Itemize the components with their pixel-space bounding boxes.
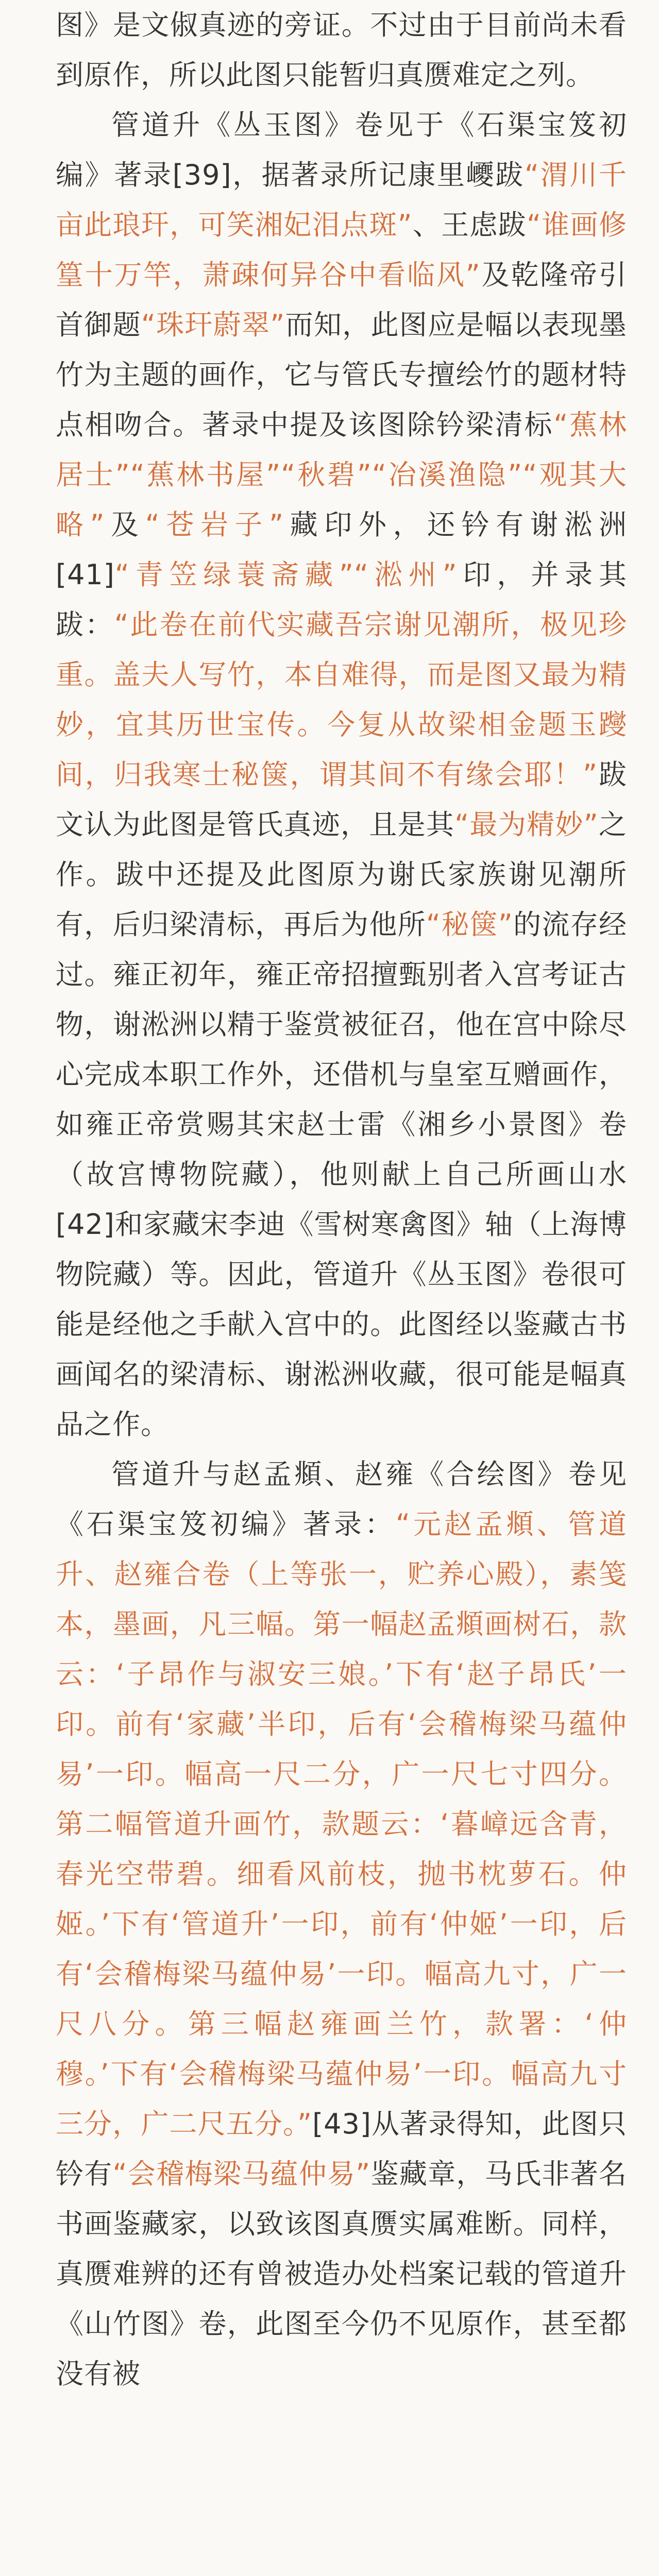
highlighted-quote: “蕉林居士”“蕉林书屋”“秋碧”“冶溪渔隐”“观其大略” <box>56 409 628 541</box>
text-run: 图》是文俶真迹的旁证。不过由于目前尚未看到原作，所以此图只能暂归真赝难定之列。 <box>56 9 627 91</box>
highlighted-quote: “谁画修篁十万竿，萧疎何异谷中看临风” <box>56 209 627 291</box>
highlighted-quote: “苍岩子” <box>145 509 284 541</box>
text-run: 跋文认为此图是管氏真迹，且是其 <box>56 758 627 841</box>
text-run: 及乾隆帝引首御题 <box>56 259 627 341</box>
text-run: 之作。跋中还提及此图原为谢氏家族谢见潮所有，后归梁清标，再后为他所 <box>56 808 628 941</box>
highlighted-quote: “元赵孟頫、管道升、赵雍合卷（上等张一，贮养心殿），素笺本，墨画，凡三幅。第一幅赵孟頫画树石，款云：‘子昂作与淑安三娘。’下有‘赵子昂氏’一印。前有‘家藏’半印，后有‘会稽梅梁马蕴仲易’一印。幅高一尺二分，广一尺七寸四分。第二幅管道升画竹，款题云：‘暮嶂远含青，春光空带碧。细看风前枝，抛书枕萝石。仲姬。’下有‘管道升’一印，前有‘仲姬’一印，后有‘会稽梅梁马蕴仲易’一印。幅高九寸，广一尺八分。第三幅赵雍画兰竹，款署：‘仲穆。’下有‘会稽梅梁马蕴仲易’一印。幅高九寸三分，广二尺五分。” <box>56 1508 627 2140</box>
paragraph-1 <box>56 0 627 100</box>
text-run: 藏印外，还钤有谢淞洲[41] <box>56 509 628 591</box>
text-run: 管道升《丛玉图》卷见于《石渠宝笈初编》著录[39]，据著录所记康里巎跋 <box>56 109 627 191</box>
text-run: 、王虑跋 <box>412 209 527 241</box>
highlighted-quote: “渭川千亩此琅玕，可笑湘妃泪点斑” <box>56 159 627 241</box>
text-run: 而知，此图应是幅以表现墨竹为主题的画作，它与管氏专擅绘竹的题材特点相吻合。著录中提及该图除钤梁清标 <box>56 309 628 441</box>
highlighted-quote: “青笠绿蓑斋藏”“淞州” <box>114 558 458 591</box>
text-run: 印，并录其跋： <box>56 558 628 641</box>
text-run: 管道升与赵孟頫、赵雍《合绘图》卷见《石渠宝笈初编》著录： <box>56 1458 627 1540</box>
highlighted-quote: “最为精妙” <box>454 808 599 841</box>
paragraph-3 <box>56 1449 627 2399</box>
text-run: 及 <box>105 509 145 541</box>
text-run: [43]从著录得知，此图只钤有 <box>56 2108 627 2190</box>
highlighted-quote: “秘箧” <box>426 908 513 941</box>
highlighted-quote: “珠玕蔚翠” <box>141 309 285 341</box>
text-run: 鉴藏章，马氏非著名书画鉴藏家，以致该图真赝实属难断。同样，真赝难辨的还有曾被造办处档案记载的管道升《山竹图》卷，此图至今仍不见原作，甚至都没有被 <box>56 2158 628 2390</box>
paragraph-2 <box>56 100 627 1449</box>
highlighted-quote: “会稽梅梁马蕴仲易” <box>112 2158 371 2190</box>
text-run: 的流存经过。雍正初年，雍正帝招擅甄别者入宫考证古物，谢淞洲以精于鉴赏被征召，他在宫中除尽心完成本职工作外，还借机与皇室互赠画作，如雍正帝赏赐其宋赵士雷《湘乡小景图》卷（故宫博物院藏），他则献上自己所画山水[42]和家藏宋李迪《雪树寒禽图》轴（上海博物院藏）等。因此，管道升《丛玉图》卷很可能是经他之手献入宫中的。此图经以鉴藏古书画闻名的梁清标、谢淞洲收藏，很可能是幅真品之作。 <box>56 908 628 1440</box>
highlighted-quote: “此卷在前代实藏吾宗谢见潮所，极见珍重。盖夫人写竹，本自难得，而是图又最为精妙，宜其历世宝传。今复从故梁相金题玉躞间，归我寒士秘箧，谓其间不有缘会耶！” <box>56 608 627 791</box>
